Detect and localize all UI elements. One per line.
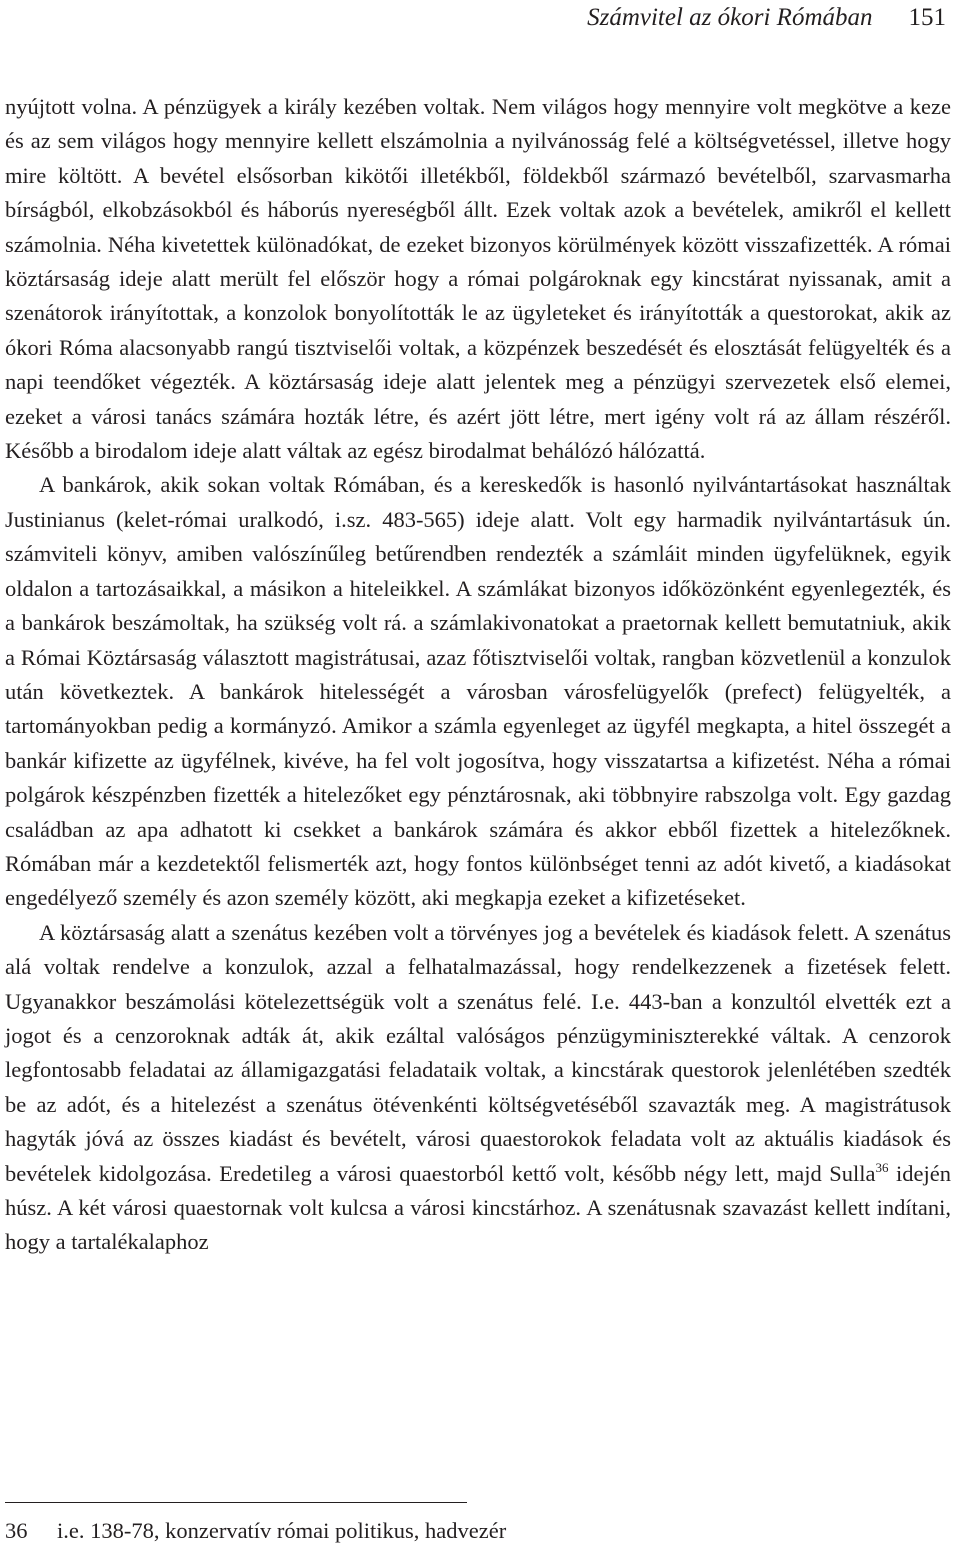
running-title: Számvitel az ókori Rómában bbox=[587, 4, 873, 31]
footnote-36 bbox=[5, 1516, 506, 1546]
paragraph-2: A bankárok, akik sokan voltak Rómában, és a kereskedők is hasonló nyilvántartásokat használtak Justinianus (kelet-római uralkodó, i.sz. 483-565) ideje alatt. Volt egy harmadik nyilvántartásuk ún. számviteli könyv, amiben valószínűleg betűrendben rendezték a számláit minden ügyfelüknek, egyik oldalon a tartozásaikkal, a másikon a hiteleikkel. A számlákat bizonyos időközönként egyenlegezték, és a bankárok beszámoltak, ha szükség volt rá. a számlakivonatokat a praetornak kellett bemutatniuk, akik a Római Köztársaság választott magistrátusai, azaz főtisztviselői voltak, rangban közvetlenül a konzulok után következtek. A bankárok hitelességét a városban városfelügyelők (prefect) felügyelték, a tartományokban pedig a kormányzó. Amikor a számla egyenleget az ügyfél megkapta, a hitel összegét a bankár kifizette az ügyfélnek, kivéve, ha fel volt jogosítva, hogy visszatartsa a kifizetést. Néha a római polgárok készpénzben fizették a hitelezőket egy pénztárosnak, aki többnyire rabszolga volt. Egy gazdag családban az apa adhatott ki csekket a bankárok számára és akkor ebből fizettek a hitelezőknek. Rómában már a kezdetektől felismerték azt, hogy fontos különbséget tenni az adót kivető, a kiadásokat engedélyező személy és azon személy között, aki megkapja ezeket a kifizetéseket. bbox=[5, 472, 951, 911]
paragraph-1: nyújtott volna. A pénzügyek a király kezében voltak. Nem világos hogy mennyire volt megkötve a keze és az sem világos hogy mennyire kellett elszámolnia a nyilvánosság felé a költségvetéssel, illetve hogy mire költött. A bevétel elsősorban kikötői illetékből, földekből származó bevételből, szarvasmarha bírságból, elkobzásokból és háborús nyereségből állt. Ezek voltak azok a bevételek, amikről el kellett számolnia. Néha kivetettek különadókat, de ezeket bizonyos körülmények között visszafizették. A római köztársaság ideje alatt merült fel először hogy a római polgároknak egy kincstárat nyissanak, amit a szenátorok irányítottak, a konzolok bonyolították le az ügyleteket és irányították a questorokat, akik az ókori Róma alacsonyabb rangú tisztviselői voltak, a közpénzek beszedését és elosztását felügyelték és a napi teendőket végezték. A köztársaság ideje alatt jelentek meg a pénzügyi szervezetek első elemei, ezeket a városi tanács számára hozták létre, és azért jött létre, mert igény volt rá az állam részéről. Később a birodalom ideje alatt váltak az egész birodalmat behálózó hálózattá. bbox=[5, 94, 951, 464]
page-number: 151 bbox=[908, 4, 946, 31]
footnote-reference-36: 36 bbox=[875, 1159, 889, 1175]
body-text bbox=[5, 90, 951, 1260]
paragraph-3 bbox=[5, 916, 951, 1260]
paragraph-3-text-after-note: idején húsz. A két városi quaestornak volt kulcsa a városi kincstárhoz. A szenátusnak szavazást kellett indítani, hogy a tartalékalaphoz bbox=[5, 1160, 951, 1255]
paragraph-3-text-before-note: A köztársaság alatt a szenátus kezében volt a törvényes jog a bevételek és kiadások felett. A szenátus alá voltak rendelve a konzulok, azzal a felhatalmazással, hogy rendelkezzenek a fizetések felett. Ugyanakkor beszámolási kötelezettségük volt a szenátus felé. I.e. 443-ban a konzultól elvették ezt a jogot és a cenzoroknak adták át, akik ezáltal valóságos pénzügyminiszterekké váltak. A cenzorok legfontosabb feladatai az államigazgatási feladataik voltak, a kincstárak questorok jelenlétében szedték be az adót, és a hitelezést a szenátus ötévenkénti költségvetéséből szavazták meg. A magistrátusok hagyták jóvá az összes kiadást és bevételt, városi quaestorokok feladata volt az aktuális kiadások és bevételek kidolgozása. Eredetileg a városi quaestorból kettő volt, később négy lett, majd Sulla bbox=[5, 919, 951, 1186]
running-header bbox=[587, 0, 946, 36]
footnote-number: 36 bbox=[5, 1518, 28, 1543]
footnote-text: i.e. 138-78, konzervatív római politikus, hadvezér bbox=[57, 1518, 507, 1543]
footnote-divider bbox=[5, 1502, 467, 1503]
